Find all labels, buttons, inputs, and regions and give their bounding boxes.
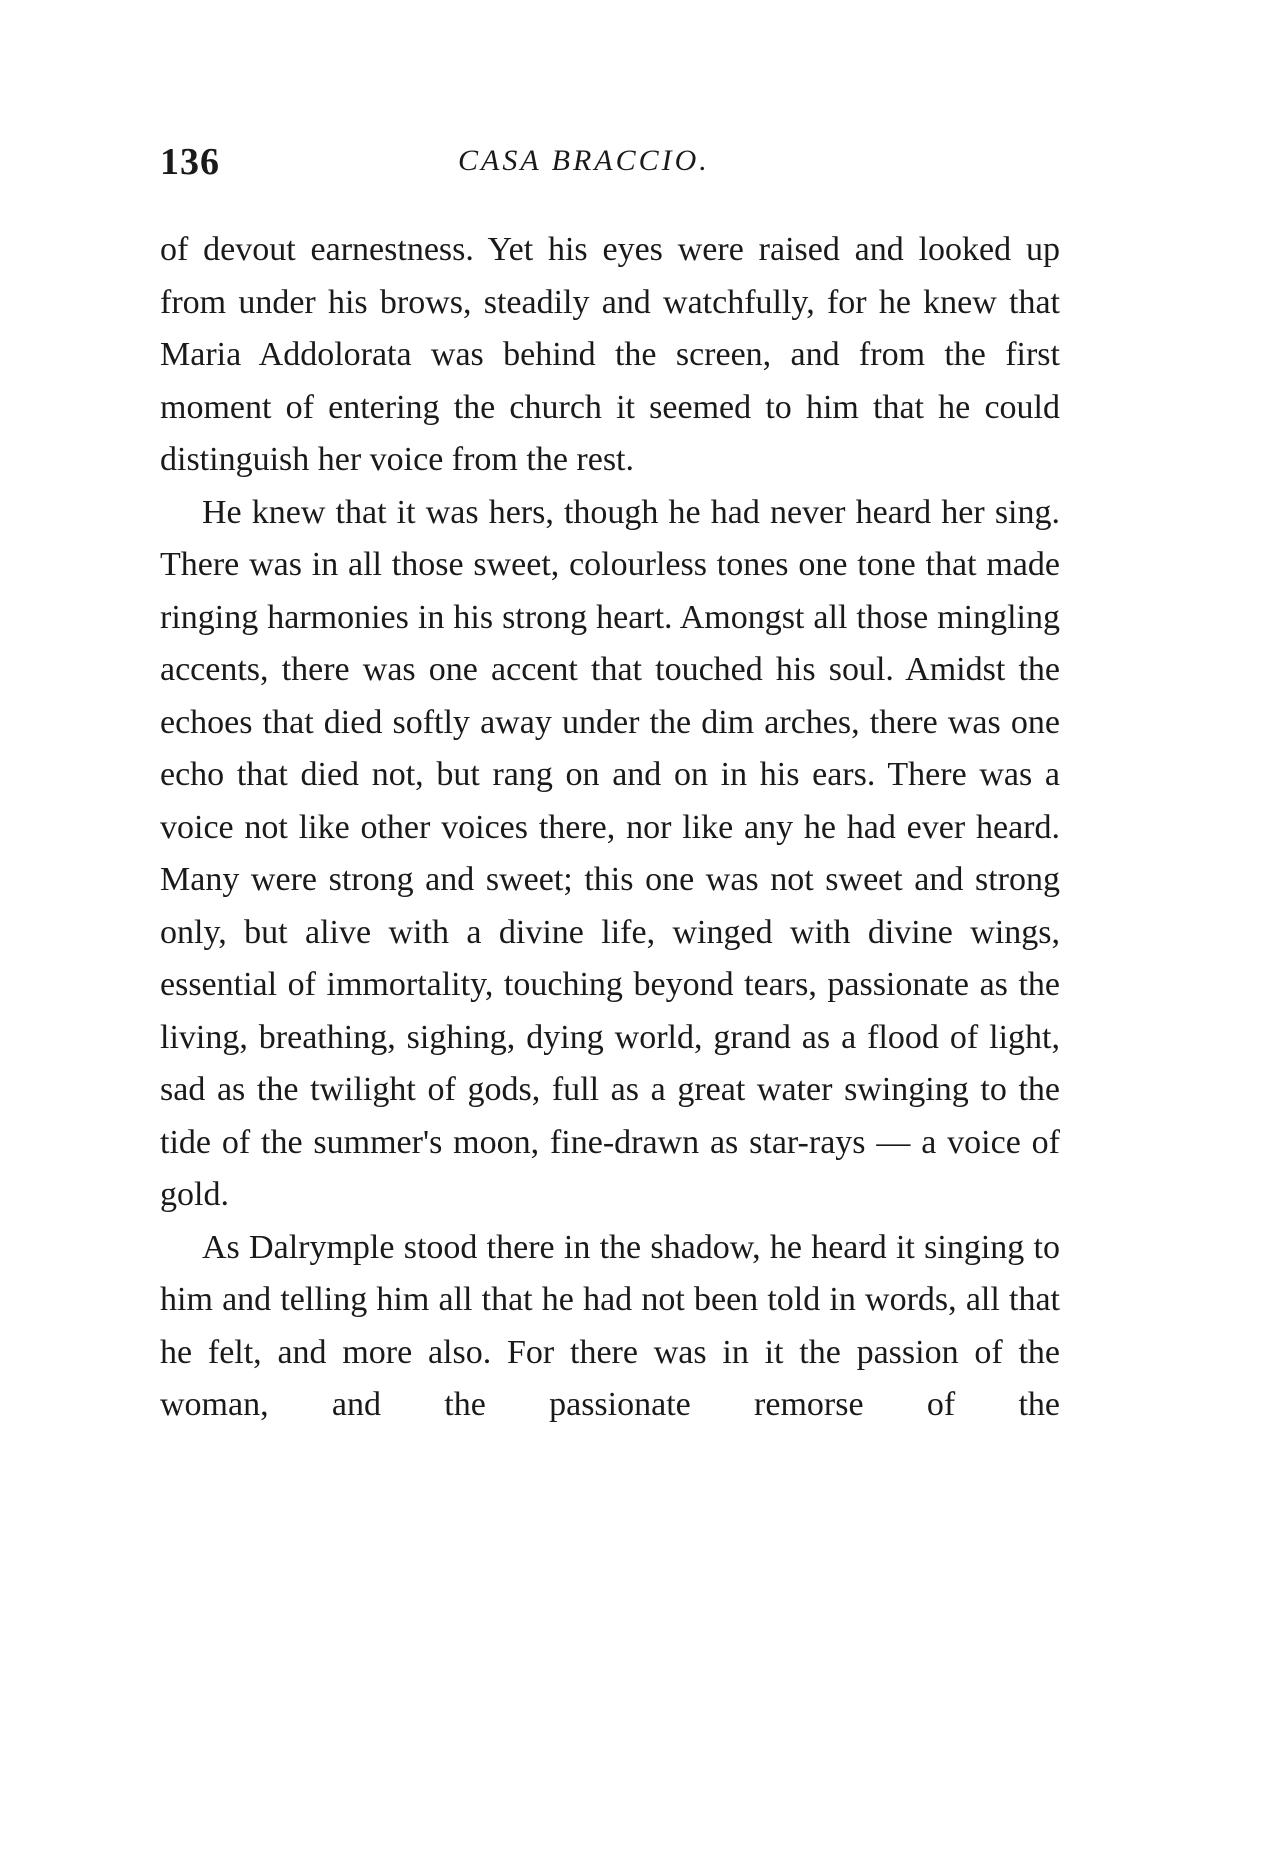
paragraph-1: of devout earnestness. Yet his eyes were raised and looked up from under his brows, steadily and watchfully, for he knew that Maria Addolorata was behind the screen, and from the first moment of entering the church it seemed to him that he could distinguish her voice from the rest. [160, 231, 1060, 478]
running-title: CASA BRACCIO. [458, 144, 710, 177]
running-head [160, 140, 1060, 190]
page-number: 136 [160, 141, 220, 183]
paragraph-3: As Dalrymple stood there in the shadow, he heard it singing to him and telling him all that he had not been told in words, all that he felt, and more also. For there was in it the passion of the woman, and the passionate remorse of the [160, 1228, 1060, 1423]
paragraph-2: He knew that it was hers, though he had never heard her sing. There was in all those sweet, colourless tones one tone that made ringing harmonies in his strong heart. Amongst all those mingling accents, there was one accent that touched his soul. Amidst the echoes that died softly away under the dim arches, there was one echo that died not, but rang on and on in his ears. There was a voice not like other voices there, nor like any he had ever heard. Many were strong and sweet; this one was not sweet and strong only, but alive with a divine life, winged with divine wings, essential of immortality, touching beyond tears, passionate as the living, breathing, sighing, dying world, grand as a flood of light, sad as the twilight of gods, full as a great water swinging to the tide of the summer's moon, fine-drawn as star-rays — a voice of gold. [160, 493, 1060, 1213]
body-text [160, 224, 1060, 1432]
